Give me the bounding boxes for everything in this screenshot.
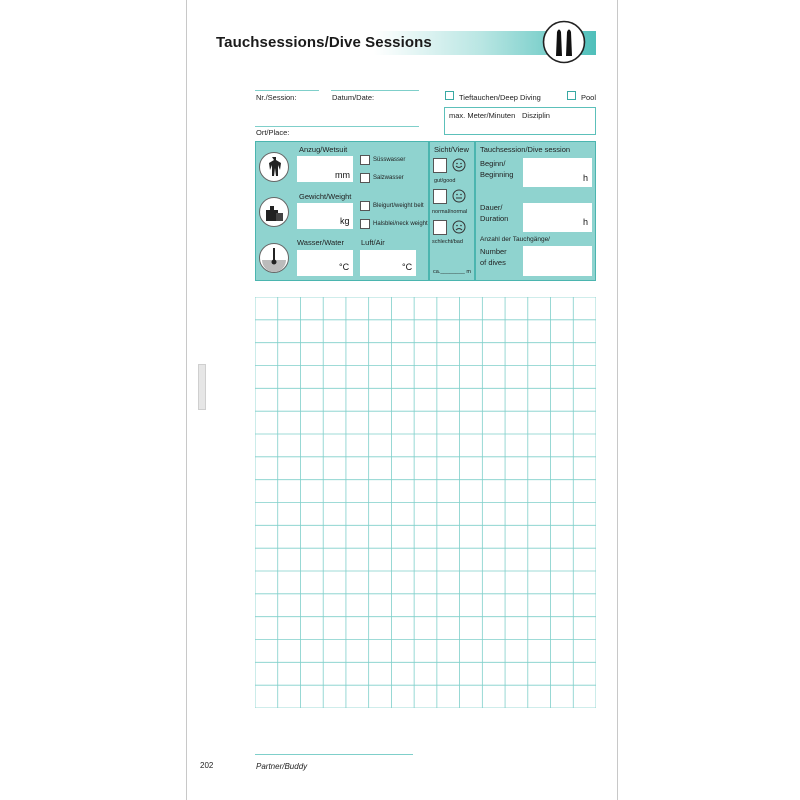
smiley-bad-icon <box>452 220 466 234</box>
duration-label-2: Duration <box>480 214 509 223</box>
panel-divider <box>474 142 476 280</box>
beginning-field[interactable] <box>523 158 592 187</box>
weight-belt-label: Bleigurt/weight belt <box>373 203 424 209</box>
place-field[interactable] <box>255 126 419 127</box>
deep-diving-label: Tieftauchen/Deep Diving <box>459 93 541 102</box>
deep-diving-checkbox[interactable] <box>445 91 454 100</box>
max-label: max. Meter/Minuten <box>449 111 516 120</box>
weight-icon <box>259 197 289 227</box>
partner-label: Partner/Buddy <box>256 762 308 771</box>
visibility-normal-checkbox[interactable] <box>433 189 447 204</box>
visibility-bad-checkbox[interactable] <box>433 220 447 235</box>
session-field[interactable] <box>255 90 319 91</box>
dives-count-field[interactable] <box>523 246 592 276</box>
fresh-water-label: Süsswasser <box>373 157 406 163</box>
weight-unit: kg <box>340 216 350 226</box>
weight-belt-checkbox[interactable] <box>360 201 370 211</box>
date-label: Datum/Date: <box>332 93 375 102</box>
session-label: Nr./Session: <box>256 93 297 102</box>
suit-label: Anzug/Wetsuit <box>299 145 348 154</box>
notes-grid[interactable] <box>255 297 596 708</box>
fresh-water-checkbox[interactable] <box>360 155 370 165</box>
air-unit: °C <box>402 262 413 272</box>
dive-session-title: Tauchsession/Dive session <box>480 145 571 154</box>
beginning-label-1: Beginn/ <box>480 159 506 168</box>
water-unit: °C <box>339 262 350 272</box>
pool-label: Pool <box>581 93 597 102</box>
fins-logo-icon <box>542 20 586 64</box>
duration-label-1: Dauer/ <box>480 203 503 212</box>
water-label: Wasser/Water <box>297 238 344 247</box>
visibility-approx-label: ca.________ m <box>433 269 471 275</box>
visibility-title: Sicht/View <box>434 145 469 154</box>
neck-weight-label: Halsblei/neck weight <box>373 221 428 227</box>
place-label: Ort/Place: <box>256 128 290 137</box>
visibility-good-checkbox[interactable] <box>433 158 447 173</box>
wetsuit-icon <box>259 152 289 182</box>
date-field[interactable] <box>331 90 419 91</box>
discipline-label: Disziplin <box>522 111 550 120</box>
dives-label-3: of dives <box>480 258 506 267</box>
dives-label-2: Number <box>480 247 507 256</box>
smiley-good-icon <box>452 158 466 172</box>
pool-checkbox[interactable] <box>567 91 576 100</box>
smiley-normal-icon <box>452 189 466 203</box>
dives-label-1: Anzahl der Tauchgänge/ <box>480 236 550 243</box>
duration-unit: h <box>583 217 589 227</box>
thermometer-icon <box>259 243 289 273</box>
page-number: 202 <box>200 761 214 770</box>
salt-water-label: Salzwasser <box>373 175 404 181</box>
neck-weight-checkbox[interactable] <box>360 219 370 229</box>
suit-unit: mm <box>335 170 350 180</box>
air-label: Luft/Air <box>361 238 385 247</box>
side-tab <box>198 364 206 410</box>
page-title: Tauchsessions/Dive Sessions <box>216 34 432 51</box>
weight-label: Gewicht/Weight <box>299 192 352 201</box>
beginning-unit: h <box>583 173 589 183</box>
panel-divider <box>428 142 430 280</box>
visibility-normal-label: normal/normal <box>432 209 468 215</box>
visibility-good-label: gut/good <box>434 178 456 184</box>
duration-field[interactable] <box>523 203 592 232</box>
visibility-bad-label: schlecht/bad <box>432 239 463 245</box>
salt-water-checkbox[interactable] <box>360 173 370 183</box>
partner-field[interactable] <box>255 754 413 755</box>
beginning-label-2: Beginning <box>480 170 514 179</box>
